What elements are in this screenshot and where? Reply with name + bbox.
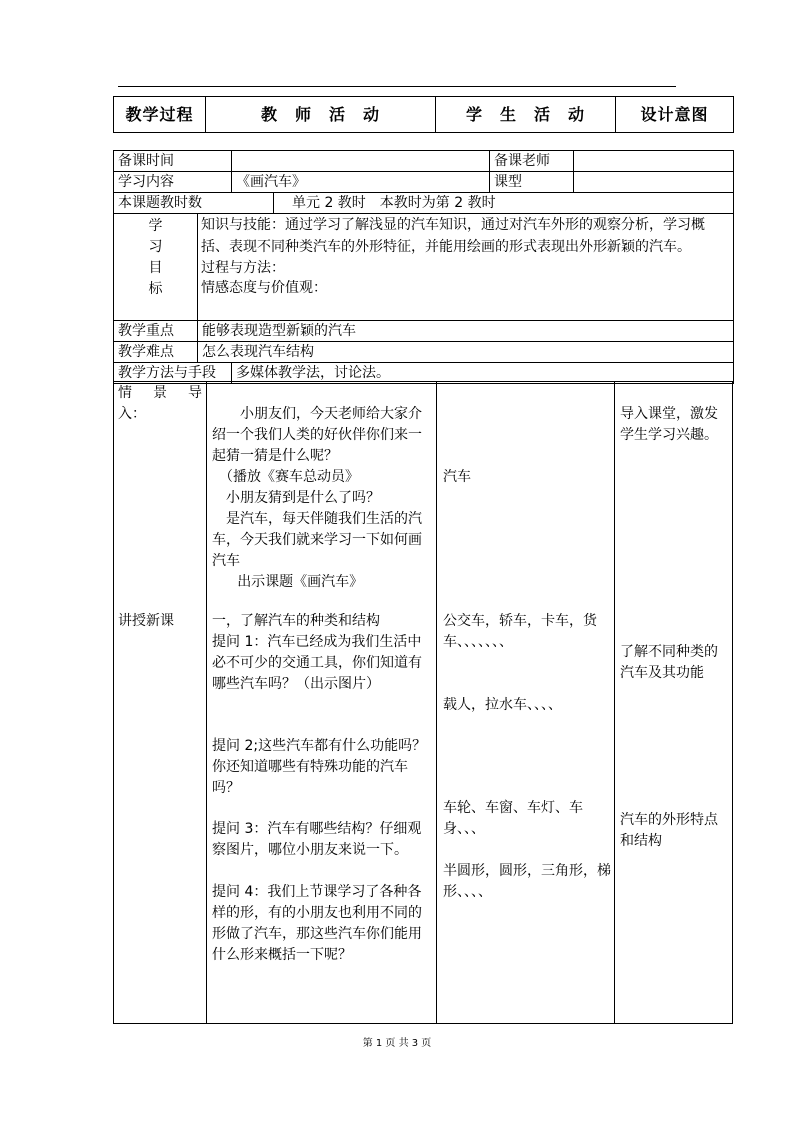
difficulty-value: 怎么表现汽车结构: [198, 342, 734, 363]
difficulty-label: 教学难点: [114, 342, 198, 363]
prep-time-value: [232, 151, 490, 172]
prep-teacher-value: [574, 151, 734, 172]
goals-content: [198, 214, 734, 321]
stage-intro: 情 景 导入：: [118, 385, 202, 422]
intent-car-types: 了解不同种类的汽车及其功能: [620, 644, 718, 681]
intent-intro: 导入课堂，激发学生学习兴趣。: [620, 406, 718, 443]
student-car-shapes: 半圆形，圆形，三角形，梯形、、、、: [443, 863, 611, 900]
method-label: 教学方法与手段: [114, 363, 232, 384]
teacher-answer: 是汽车，每天伴随我们生活的汽车，今天我们就来学习一下如何画汽车: [212, 511, 422, 569]
teacher-question-2: 提问 2;这些汽车都有什么功能吗？你还知道哪些有特殊功能的汽车吗？: [212, 738, 427, 796]
periods-value: 单元 2 教时 本教时为第 2 教时: [274, 193, 734, 214]
header-design-intent: 设计意图: [616, 97, 734, 133]
teacher-guess-question: 小朋友猜到是什么了吗？: [226, 490, 380, 506]
teacher-question-3: 提问 3：汽车有哪些结构？仔细观察图片，哪位小朋友来说一下。: [212, 821, 422, 858]
student-answer-car: 汽车: [443, 469, 471, 485]
type-value: [574, 172, 734, 193]
stage-new-lesson: 讲授新课: [118, 613, 174, 629]
type-label: 课型: [490, 172, 574, 193]
lesson-info-table: [113, 150, 734, 384]
prep-time-label: 备课时间: [114, 151, 232, 172]
header-student-activity: 学 生 活 动: [436, 97, 616, 133]
header-teacher-activity: 教 师 活 动: [206, 97, 436, 133]
page-footer: 第 1 页 共 3 页: [362, 1038, 432, 1049]
prep-teacher-label: 备课老师: [490, 151, 574, 172]
intent-car-structure: 汽车的外形特点和结构: [620, 812, 718, 849]
goal-process: 过程与方法：: [201, 260, 285, 276]
header-process: 教学过程: [114, 97, 206, 133]
top-rule: [118, 86, 676, 87]
teacher-play-video: （播放《赛车总动员》: [219, 469, 359, 485]
teacher-show-topic: 出示课题《画汽车》: [237, 574, 364, 590]
process-divider-2: [436, 381, 437, 1024]
method-value: 多媒体教学法，讨论法。: [232, 363, 734, 384]
key-point-label: 教学重点: [114, 321, 198, 342]
student-car-types: 公交车，轿车，卡车，货车、、、、、、、: [443, 613, 597, 650]
process-divider-3: [614, 381, 615, 1024]
teacher-section-title: 一，了解汽车的种类和结构: [212, 613, 380, 629]
key-point-value: 能够表现造型新颖的汽车: [198, 321, 734, 342]
goal-attitude: 情感态度与价值观：: [201, 280, 327, 296]
goals-label: 学 习 目 标: [114, 214, 198, 321]
student-car-functions: 载人，拉水车、、、、: [443, 697, 562, 713]
goal-knowledge: 知识与技能：通过学习了解浅显的汽车知识，通过对汽车外形的观察分析，学习概括、表现不同种类汽车的外形特征，并能用绘画的形式表现出外形新颖的汽车。: [201, 217, 705, 255]
process-header-table: [113, 96, 734, 133]
teacher-question-1: 提问 1：汽车已经成为我们生活中必不可少的交通工具，你们知道有哪些汽车吗？（出示图片）: [212, 634, 422, 692]
content-value: 《画汽车》: [232, 172, 490, 193]
teacher-question-4: 提问 4：我们上节课学习了各种各样的形，有的小朋友也利用不同的形做了汽车，那这些汽车你们能用什么形来概括一下呢？: [212, 884, 422, 963]
student-car-structure: 车轮、车窗、车灯、车身、、、: [443, 800, 583, 837]
periods-label: 本课题教时数: [114, 193, 274, 214]
content-label: 学习内容: [114, 172, 232, 193]
process-divider-1: [206, 381, 207, 1024]
teacher-intro-text: 小朋友们，今天老师给大家介绍一个我们人类的好伙伴你们来一起猜一猜是什么呢？: [212, 406, 422, 464]
